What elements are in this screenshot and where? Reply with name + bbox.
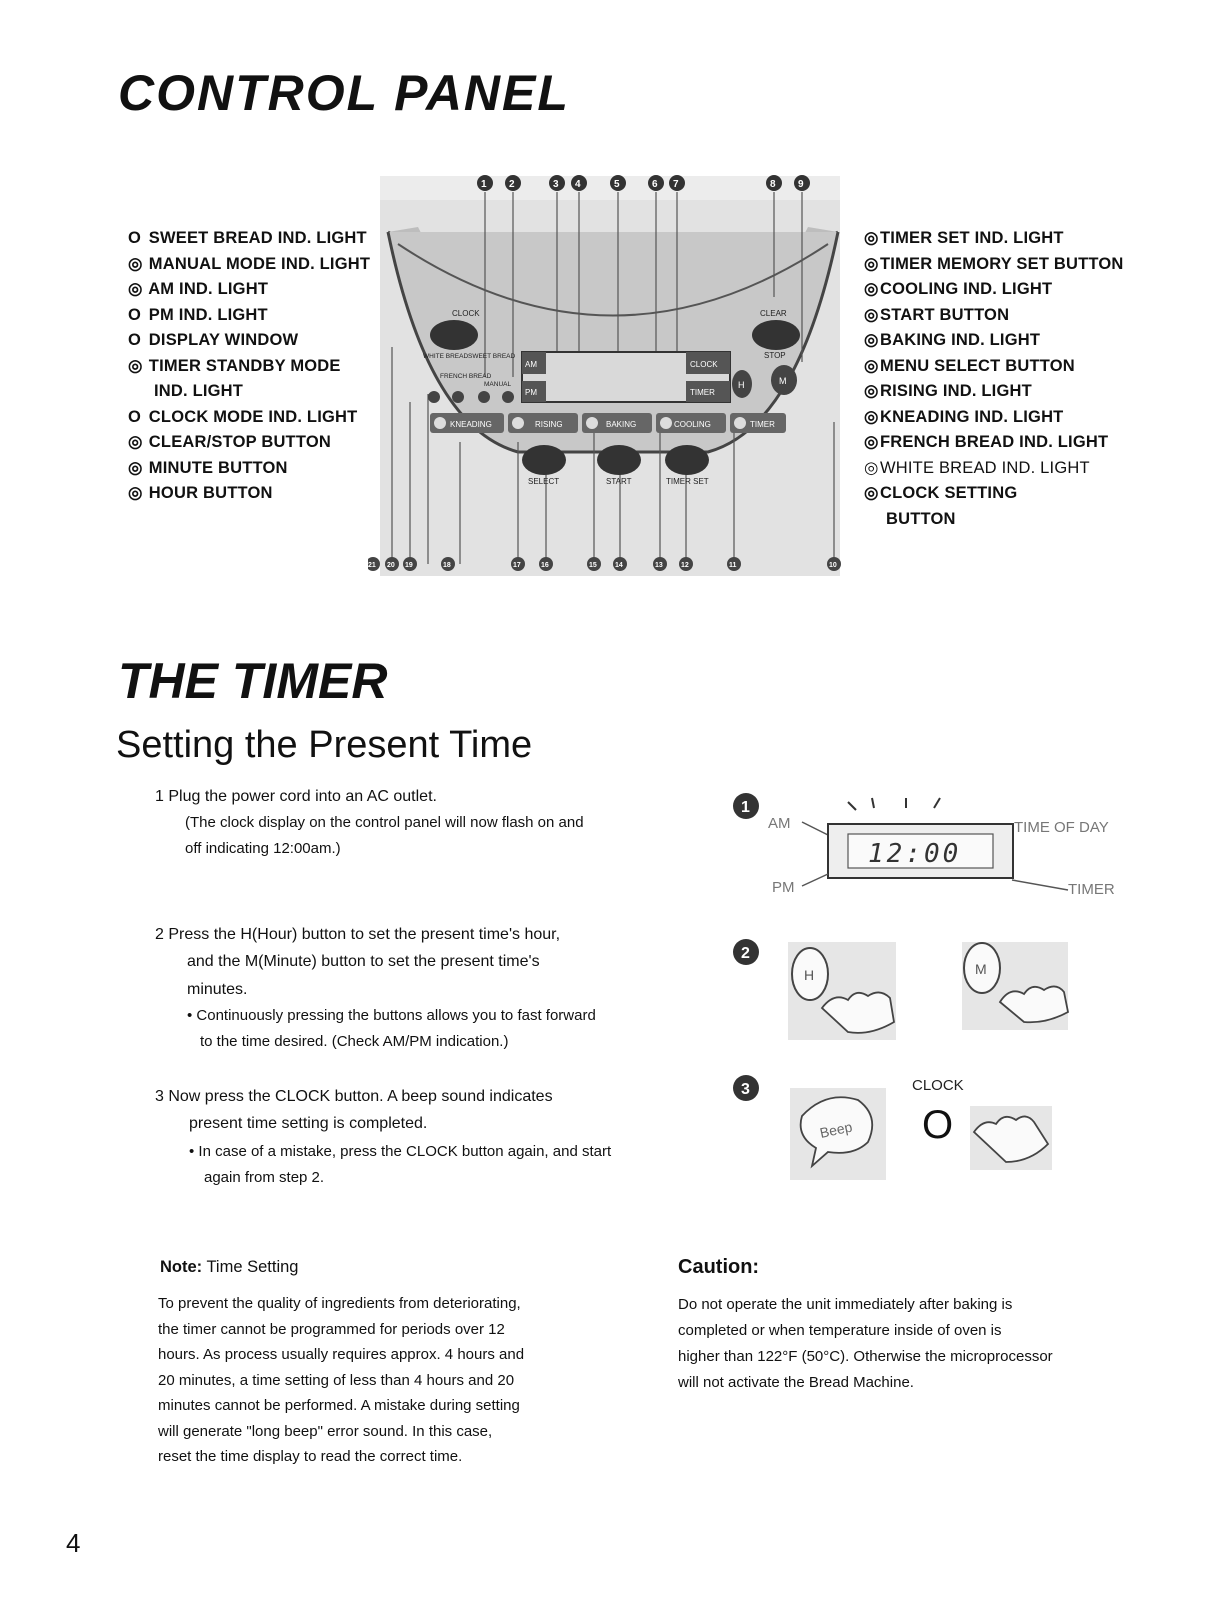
panel-white-bread-light [428, 391, 440, 403]
label-right-10: ◎WHITE BREAD IND. LIGHT [864, 458, 1090, 477]
svg-text:H: H [804, 967, 815, 983]
svg-text:18: 18 [443, 562, 451, 569]
svg-text:20: 20 [387, 562, 395, 569]
svg-text:12: 12 [681, 562, 689, 569]
svg-text:2: 2 [741, 945, 750, 962]
step-1-line-3: off indicating 12:00am.) [185, 840, 341, 857]
panel-timer-label: TIMER [750, 420, 775, 429]
label-left-3: ◎ AM IND. LIGHT [128, 280, 269, 298]
panel-clock-button [430, 320, 478, 350]
svg-text:11: 11 [729, 562, 737, 569]
caution-line: Do not operate the unit immediately after baking is [678, 1296, 1013, 1313]
panel-baking-label: BAKING [606, 420, 637, 429]
control-panel-diagram [368, 172, 858, 584]
svg-text:1: 1 [481, 179, 487, 190]
control-panel-heading: CONTROL PANEL [118, 65, 570, 121]
right-labels [864, 226, 1124, 532]
figure-3-clock-label: CLOCK [912, 1077, 964, 1094]
panel-clear-stop-button [752, 320, 800, 350]
panel-french-bread-label: FRENCH BREAD [440, 373, 492, 380]
panel-stop-label: STOP [764, 351, 786, 360]
panel-start-label: START [606, 477, 632, 486]
step-2-line-3: minutes. [187, 981, 248, 998]
panel-select-label: SELECT [528, 477, 560, 486]
svg-text:16: 16 [541, 562, 549, 569]
panel-h-label: H [738, 380, 745, 390]
step-2-bullet-2: to the time desired. (Check AM/PM indication.) [200, 1033, 509, 1050]
svg-text:17: 17 [513, 562, 521, 569]
label-right-1: ◎TIMER SET IND. LIGHT [864, 229, 1064, 247]
label-left-6b: IND. LIGHT [154, 382, 244, 400]
svg-text:15: 15 [589, 562, 597, 569]
svg-text:4: 4 [575, 179, 581, 190]
caution-body [678, 1292, 1053, 1396]
step-2-line-2: and the M(Minute) button to set the present time's [187, 953, 540, 970]
note-line: minutes cannot be performed. A mistake during setting [158, 1397, 520, 1414]
timer-heading: THE TIMER [118, 653, 388, 709]
svg-text:13: 13 [655, 562, 663, 569]
page-number: 4 [66, 1528, 81, 1558]
label-right-4: ◎START BUTTON [864, 305, 1010, 324]
label-left-9: ◎ MINUTE BUTTON [128, 458, 288, 477]
label-right-5: ◎BAKING IND. LIGHT [864, 331, 1041, 349]
label-left-5: O DISPLAY WINDOW [128, 331, 299, 349]
figure-1-time-of-day-label: TIME OF DAY [1014, 819, 1109, 836]
figure-3-clock [730, 1072, 1120, 1192]
panel-timer-ind-label: TIMER [690, 388, 715, 397]
note-line: hours. As process usually requires approx. 4 hours and [158, 1346, 525, 1363]
panel-manual-label: MANUAL [484, 381, 512, 388]
step-2-line-1: 2 Press the H(Hour) button to set the present time's hour, [155, 926, 561, 943]
svg-text:14: 14 [615, 562, 623, 569]
step-2-bullet-1: • Continuously pressing the buttons allows you to fast forward [187, 1007, 596, 1024]
caution-line: completed or when temperature inside of oven is [678, 1322, 1002, 1339]
svg-text:5: 5 [614, 179, 620, 190]
panel-select-button [522, 445, 566, 475]
label-left-8: ◎ CLEAR/STOP BUTTON [128, 433, 331, 451]
svg-text:3: 3 [553, 179, 559, 190]
note-body [158, 1291, 524, 1470]
figure-2-buttons [730, 936, 1120, 1046]
caution-heading: Caution: [678, 1256, 760, 1278]
panel-timer-set-label: TIMER SET [666, 477, 709, 486]
label-right-6: ◎MENU SELECT BUTTON [864, 356, 1075, 375]
left-labels [128, 226, 370, 507]
step-3-bullet-2: again from step 2. [204, 1169, 325, 1186]
svg-text:19: 19 [405, 562, 413, 569]
step-3-line-2: present time setting is completed. [189, 1115, 428, 1132]
panel-am-label: AM [525, 360, 537, 369]
step-3-bullet-1: • In case of a mistake, press the CLOCK button again, and start [189, 1143, 612, 1160]
figure-3-beep-text: Beep [818, 1118, 854, 1141]
figure-1-timer-label: TIMER [1068, 881, 1115, 898]
panel-clock-ind-label: CLOCK [690, 360, 718, 369]
figure-1-lcd-time: 12:00 [868, 839, 962, 869]
panel-sweet-bread-light [478, 391, 490, 403]
label-left-4: O PM IND. LIGHT [128, 305, 268, 324]
panel-french-bread-light [452, 391, 464, 403]
caution-line: higher than 122°F (50°C). Otherwise the microprocessor [678, 1348, 1053, 1365]
svg-text:3: 3 [741, 1081, 750, 1098]
panel-sweet-bread-label: SWEET BREAD [468, 353, 516, 360]
figure-3-clock-button: O [922, 1103, 954, 1147]
label-left-6: ◎ TIMER STANDBY MODE [128, 356, 341, 375]
note-line: will generate "long beep" error sound. In this case, [158, 1422, 493, 1440]
figure-1-pm-label: PM [772, 879, 795, 896]
label-right-7: ◎RISING IND. LIGHT [864, 382, 1032, 400]
panel-m-label: M [779, 376, 787, 386]
svg-text:10: 10 [829, 562, 837, 569]
panel-clock-label: CLOCK [452, 309, 480, 318]
label-left-2: ◎ MANUAL MODE IND. LIGHT [128, 254, 371, 273]
panel-pm-label: PM [525, 388, 537, 397]
label-right-8: ◎KNEADING IND. LIGHT [864, 407, 1064, 426]
note-heading: Note: Time Setting [160, 1258, 299, 1276]
figure-1-display [730, 786, 1150, 916]
note-line: 20 minutes, a time setting of less than 4 hours and 20 [158, 1371, 515, 1389]
panel-clear-label: CLEAR [760, 309, 787, 318]
setting-time-subheading: Setting the Present Time [116, 724, 533, 766]
panel-manual-light [502, 391, 514, 403]
label-right-9: ◎FRENCH BREAD IND. LIGHT [864, 433, 1109, 451]
note-line: the timer cannot be programmed for periods over 12 [158, 1320, 505, 1338]
label-left-1: O SWEET BREAD IND. LIGHT [128, 229, 367, 247]
label-left-10: ◎ HOUR BUTTON [128, 484, 273, 502]
step-1-line-2: (The clock display on the control panel will now flash on and [185, 814, 584, 831]
step-3-line-1: 3 Now press the CLOCK button. A beep sound indicates [155, 1088, 553, 1105]
panel-white-bread-label: WHITE BREAD [423, 353, 469, 360]
label-right-3: ◎COOLING IND. LIGHT [864, 280, 1053, 298]
svg-text:2: 2 [509, 179, 515, 190]
svg-text:7: 7 [673, 179, 679, 190]
panel-kneading-label: KNEADING [450, 420, 492, 429]
svg-text:8: 8 [770, 179, 776, 190]
svg-text:6: 6 [652, 179, 658, 190]
note-line: To prevent the quality of ingredients from deteriorating, [158, 1295, 521, 1312]
svg-text:9: 9 [798, 179, 804, 190]
figure-1-am-label: AM [768, 815, 791, 832]
panel-rising-label: RISING [535, 420, 563, 429]
note-line: reset the time display to read the correct time. [158, 1448, 463, 1465]
caution-line: will not activate the Bread Machine. [678, 1374, 914, 1391]
label-right-2: ◎TIMER MEMORY SET BUTTON [864, 254, 1124, 273]
panel-cooling-label: COOLING [674, 420, 711, 429]
svg-text:21: 21 [368, 562, 376, 569]
panel-timer-set-button [665, 445, 709, 475]
panel-start-button [597, 445, 641, 475]
svg-text:M: M [975, 961, 987, 977]
svg-text:1: 1 [741, 799, 750, 816]
label-right-11: ◎CLOCK SETTING [864, 484, 1018, 502]
step-1-line-1: 1 Plug the power cord into an AC outlet. [155, 788, 437, 805]
label-left-7: O CLOCK MODE IND. LIGHT [128, 407, 358, 426]
label-right-11b: BUTTON [886, 509, 956, 528]
